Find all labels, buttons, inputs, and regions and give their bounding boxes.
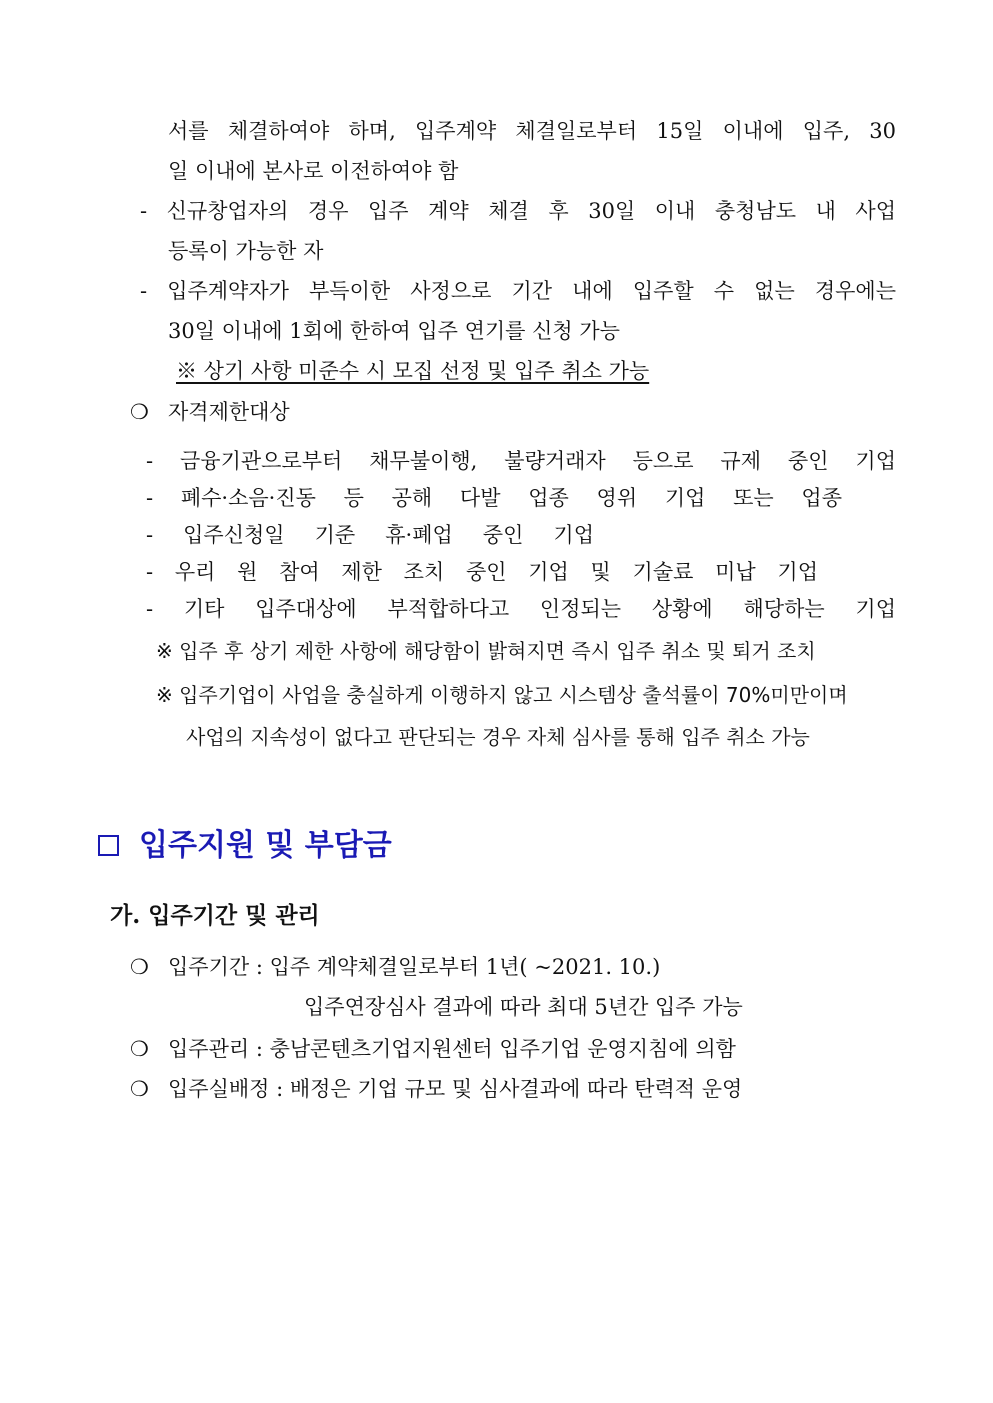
- paragraph-line-3: - 신규창업자의 경우 입주 계약 체결 후 30일 이내 충청남도 내 사업: [140, 199, 896, 223]
- qualification-note: 사업의 지속성이 없다고 판단되는 경우 자체 심사를 통해 입주 취소 가능: [186, 725, 810, 749]
- section-title: [98, 826, 392, 866]
- section-item: [130, 1034, 736, 1064]
- section-item: [130, 952, 660, 982]
- paragraph-line-5: - 입주계약자가 부득이한 사정으로 기간 내에 입주할 수 없는 경우에는: [140, 279, 896, 303]
- section-item-text: 입주기간 : 입주 계약체결일로부터 1년( ~2021. 10.): [168, 955, 661, 979]
- qualification-item: - 입주신청일 기준 휴·폐업 중인 기업: [146, 523, 594, 547]
- checkbox-square-icon: [98, 835, 119, 856]
- circle-bullet-icon: ❍: [130, 1037, 149, 1061]
- qualification-item: - 우리 원 참여 제한 조치 중인 기업 및 기술료 미납 기업: [146, 560, 818, 584]
- qualification-item: - 폐수·소음·진동 등 공해 다발 업종 영위 기업 또는 업종: [146, 486, 842, 510]
- circle-bullet-icon: ❍: [130, 1077, 149, 1101]
- qualification-item: - 기타 입주대상에 부적합하다고 인정되는 상황에 해당하는 기업: [146, 597, 896, 621]
- notice-line: ※ 상기 사항 미준수 시 모집 선정 및 입주 취소 가능: [176, 359, 650, 383]
- section-item-text: 입주실배정 : 배정은 기업 규모 및 심사결과에 따라 탄력적 운영: [168, 1077, 743, 1101]
- paragraph-line-6: 30일 이내에 1회에 한하여 입주 연기를 신청 가능: [168, 319, 620, 343]
- section-item: [130, 1074, 742, 1104]
- paragraph-line-4: 등록이 가능한 자: [168, 239, 324, 263]
- circle-bullet-icon: ❍: [130, 400, 149, 424]
- circle-bullet-icon: ❍: [130, 955, 149, 979]
- sub-title: 가. 입주기간 및 관리: [110, 902, 320, 929]
- qualification-note: ※ 입주 후 상기 제한 사항에 해당함이 밝혀지면 즉시 입주 취소 및 퇴거 조치: [156, 639, 816, 663]
- paragraph-line-2: 일 이내에 본사로 이전하여야 함: [168, 159, 459, 183]
- qualification-note: ※ 입주기업이 사업을 충실하게 이행하지 않고 시스템상 출석률이 70%미만이며: [156, 683, 848, 707]
- section-item-text: 입주관리 : 충남콘텐츠기업지원센터 입주기업 운영지침에 의함: [168, 1037, 736, 1061]
- paragraph-line-1: 서를 체결하여야 하며, 입주계약 체결일로부터 15일 이내에 입주, 30: [168, 119, 896, 143]
- section-title-text: 입주지원 및 부담금: [139, 828, 392, 863]
- qualification-heading-text: 자격제한대상: [168, 400, 290, 424]
- section-item-continuation: 입주연장심사 결과에 따라 최대 5년간 입주 가능: [304, 995, 743, 1019]
- qualification-heading: [130, 397, 290, 427]
- qualification-item: - 금융기관으로부터 채무불이행, 불량거래자 등으로 규제 중인 기업: [146, 449, 896, 473]
